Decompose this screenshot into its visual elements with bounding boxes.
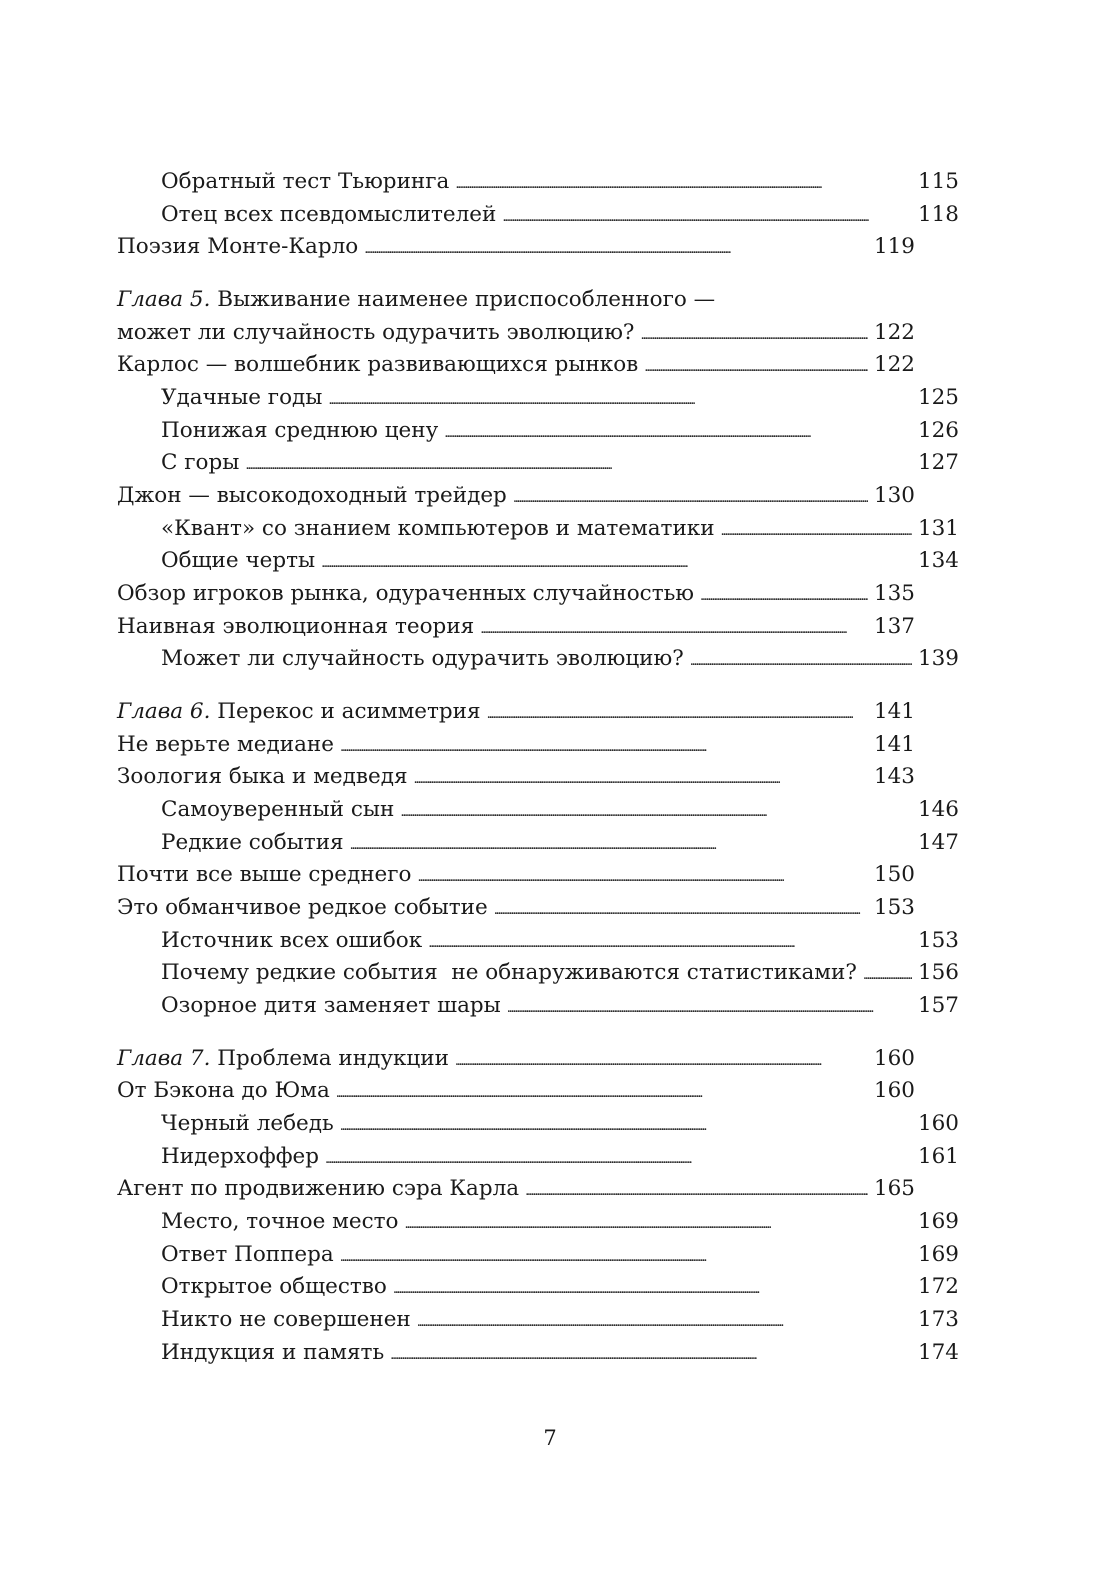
dot-leader (480, 615, 868, 637)
toc-entry-text: Обратный тест Тьюринга (161, 169, 450, 194)
toc-page-number: 153 (917, 927, 959, 953)
toc-page-number: 153 (873, 895, 915, 921)
toc-entry-title (117, 349, 644, 382)
toc-page-number: 134 (917, 548, 959, 574)
toc-entry-title (161, 199, 502, 232)
toc-entry-text: Открытое общество (161, 1274, 387, 1300)
toc-page-number: 157 (917, 993, 959, 1019)
page-number: 7 (543, 1426, 557, 1450)
toc-section-entry (117, 349, 915, 382)
toc-entry-text: Джон — высокодоходный трейдер (117, 482, 507, 508)
toc-entry-text: Агент по продвижению сэра Карла (117, 1176, 520, 1202)
toc-page-number: 137 (873, 613, 915, 639)
toc-page-number: 126 (917, 417, 959, 443)
toc-page-number: 161 (917, 1143, 959, 1169)
toc-entry-title (161, 925, 428, 958)
toc-entry-text: Может ли случайность одурачить эволюцию? (161, 646, 684, 672)
toc-entry-title (161, 1337, 390, 1370)
toc-section-entry (117, 231, 915, 264)
toc-subsection-entry (117, 643, 959, 676)
toc-subsection-entry (117, 1108, 959, 1141)
toc-entry-text: С горы (161, 450, 240, 476)
chapter-label: Глава 6. (117, 698, 211, 724)
toc-section-entry (117, 729, 915, 762)
toc-entry-title (117, 480, 513, 513)
chapter-label: Глава 7. (117, 1045, 211, 1071)
toc-entry-title (117, 859, 417, 892)
toc-page-number: 130 (873, 482, 915, 508)
toc-entry-title (161, 643, 690, 676)
toc-subsection-entry (117, 1271, 959, 1304)
toc-entry-text: Обзор игроков рынка, одураченных случайностью (117, 581, 695, 607)
dot-leader (690, 647, 912, 669)
toc-subsection-entry (117, 957, 959, 990)
toc-entry-title (117, 611, 480, 644)
toc-entry-text: Озорное дитя заменяет шары (161, 993, 501, 1019)
toc-entry-text: Отец всех псевдомыслителей (161, 201, 497, 227)
dot-leader (321, 549, 912, 571)
toc-entry-text: Это обманчивое редкое событие (117, 895, 488, 921)
toc-page-number: 122 (873, 319, 915, 345)
toc-entry-text: Почти все выше среднего (117, 862, 412, 888)
toc-entry-title (161, 1239, 340, 1272)
toc-page-number: 118 (917, 201, 959, 227)
toc-subsection-entry (117, 382, 959, 415)
toc-entry-title (161, 957, 863, 990)
toc-page-number: 143 (873, 764, 915, 790)
dot-leader (700, 582, 868, 604)
toc-entry-title (117, 1075, 336, 1108)
toc-entry-text: «Квант» со знанием компьютеров и математики (161, 515, 715, 541)
toc-entry-title (161, 513, 721, 546)
toc-page-number: 119 (873, 234, 915, 260)
toc-entry-text: Не верьте медиане (117, 731, 334, 757)
toc-entry-title (117, 1173, 525, 1206)
toc-page-number: 160 (873, 1045, 915, 1071)
toc-entry-text: Наивная эволюционная теория (117, 613, 475, 639)
toc-entry-text: Индукция и память (161, 1339, 385, 1365)
toc-entry-title (161, 1108, 340, 1141)
toc-entry-text: Общие черты (161, 548, 316, 574)
dot-leader (340, 1112, 912, 1134)
toc-entry-text: Черный лебедь (161, 1110, 334, 1136)
toc-entry-title (161, 827, 350, 860)
toc-entry-title (161, 1271, 393, 1304)
toc-section-entry (117, 1173, 915, 1206)
toc-subsection-entry (117, 166, 959, 199)
toc-subsection-entry (117, 827, 959, 860)
toc-entry-text: Перекос и асимметрия (210, 698, 481, 724)
toc-entry-title (161, 166, 455, 199)
dot-leader (400, 798, 912, 820)
toc-subsection-entry (117, 447, 959, 480)
toc-entry-title (161, 382, 328, 415)
toc-chapter-entry (117, 1043, 915, 1076)
toc-page-number: 169 (917, 1241, 959, 1267)
toc-entry-title (161, 545, 321, 578)
toc-page-number: 125 (917, 384, 959, 410)
chapter-spacer (117, 1023, 915, 1043)
toc-entry-title (117, 892, 494, 925)
dot-leader (245, 451, 912, 473)
toc-page-number: 115 (917, 169, 959, 194)
toc-page-number: 122 (873, 352, 915, 378)
toc-entry-text: От Бэкона до Юма (117, 1078, 330, 1104)
dot-leader (644, 353, 868, 375)
toc-subsection-entry (117, 199, 959, 232)
toc-entry-text: Источник всех ошибок (161, 927, 423, 953)
dot-leader (640, 321, 868, 343)
toc-entry-text: Зоология быка и медведя (117, 764, 408, 790)
toc-entry-title (161, 794, 400, 827)
dot-leader (494, 896, 868, 918)
toc-entry-title (117, 231, 364, 264)
toc-page-number: 160 (917, 1110, 959, 1136)
dot-leader (721, 517, 912, 539)
chapter-spacer (117, 264, 915, 284)
toc-section-entry (117, 317, 915, 350)
toc-subsection-entry (117, 1141, 959, 1174)
toc-entry-text: Понижая среднюю цену (161, 417, 439, 443)
toc-page-number: 141 (873, 731, 915, 757)
toc-entry-title (161, 447, 245, 480)
toc-page-number: 147 (917, 829, 959, 855)
toc-subsection-entry (117, 545, 959, 578)
toc-entry-title (161, 990, 507, 1023)
toc-entry-title (117, 1043, 455, 1076)
toc-entry-title (117, 696, 487, 729)
toc-page-number: 172 (917, 1274, 959, 1300)
dot-leader (336, 1079, 868, 1101)
dot-leader (455, 170, 912, 192)
dot-leader (340, 1243, 912, 1265)
toc-chapter-entry (117, 696, 915, 729)
dot-leader (405, 1210, 912, 1232)
dot-leader (390, 1341, 912, 1363)
toc-page-number: 127 (917, 450, 959, 476)
toc-subsection-entry (117, 415, 959, 448)
toc-subsection-entry (117, 513, 959, 546)
toc-entry-text: Редкие события (161, 829, 344, 855)
toc-subsection-entry (117, 990, 959, 1023)
toc-page-number: 135 (873, 581, 915, 607)
toc-entry-text: Нидерхоффер (161, 1143, 320, 1169)
toc-page-number: 141 (873, 698, 915, 724)
toc-subsection-entry (117, 1304, 959, 1337)
toc-page-number: 173 (917, 1307, 959, 1333)
dot-leader (487, 700, 868, 722)
toc-entry-text: Никто не совершенен (161, 1307, 411, 1333)
dot-leader (417, 863, 867, 885)
toc-subsection-entry (117, 1337, 959, 1370)
toc-page-number: 139 (917, 646, 959, 672)
toc-page-number: 156 (917, 960, 959, 986)
toc-entry-title (161, 1206, 405, 1239)
toc-section-entry (117, 611, 915, 644)
toc-entry-title (161, 1304, 417, 1337)
toc-entry-text: может ли случайность одурачить эволюцию? (117, 319, 635, 345)
toc-entry-title (117, 284, 715, 317)
toc-section-entry (117, 892, 915, 925)
dot-leader (863, 961, 912, 983)
toc-section-entry (117, 1075, 915, 1108)
toc-entry-text: Выживание наименее приспособленного — (210, 286, 716, 312)
dot-leader (417, 1308, 912, 1330)
dot-leader (393, 1275, 912, 1297)
dot-leader (340, 733, 868, 755)
toc-entry-text: Проблема индукции (210, 1045, 449, 1071)
chapter-spacer (117, 676, 915, 696)
chapter-label: Глава 5. (117, 286, 211, 312)
toc-entry-text: Место, точное место (161, 1209, 399, 1235)
toc-entry-text: Удачные годы (161, 384, 323, 410)
toc-entry-title (117, 729, 340, 762)
toc-entry-text: Ответ Поппера (161, 1241, 334, 1267)
toc-page-number: 131 (917, 515, 959, 541)
toc-page-number: 169 (917, 1209, 959, 1235)
dot-leader (350, 831, 912, 853)
toc-entry-text: Почему редкие события не обнаруживаются статистиками? (161, 960, 857, 986)
toc-page-number: 146 (917, 796, 959, 822)
dot-leader (364, 235, 868, 257)
toc-entry-text: Карлос — волшебник развивающихся рынков (117, 352, 639, 378)
toc-section-entry (117, 761, 915, 794)
dot-leader (502, 203, 912, 225)
dot-leader (328, 386, 912, 408)
toc-entry-title (117, 317, 640, 350)
toc-entry-title (117, 578, 700, 611)
toc-section-entry (117, 859, 915, 892)
toc-subsection-entry (117, 925, 959, 958)
toc-page-number: 174 (917, 1339, 959, 1365)
toc-subsection-entry (117, 1239, 959, 1272)
toc-subsection-entry (117, 1206, 959, 1239)
toc-page-number: 165 (873, 1176, 915, 1202)
toc-section-entry (117, 480, 915, 513)
toc-entry-text: Самоуверенный сын (161, 796, 395, 822)
toc-section-entry (117, 578, 915, 611)
dot-leader (428, 929, 912, 951)
toc-entry-title (161, 415, 444, 448)
toc-entry-title (117, 761, 414, 794)
toc-entry-title (161, 1141, 325, 1174)
dot-leader (444, 419, 912, 441)
dot-leader (507, 994, 912, 1016)
dot-leader (455, 1047, 868, 1069)
dot-leader (525, 1177, 868, 1199)
toc-subsection-entry (117, 794, 959, 827)
dot-leader (513, 484, 868, 506)
dot-leader (414, 765, 868, 787)
toc-page-number: 150 (873, 862, 915, 888)
toc-page-number: 160 (873, 1078, 915, 1104)
dot-leader (325, 1145, 912, 1167)
toc-chapter-entry (117, 284, 915, 317)
toc-entry-text: Поэзия Монте-Карло (117, 234, 359, 260)
table-of-contents (117, 166, 959, 1369)
